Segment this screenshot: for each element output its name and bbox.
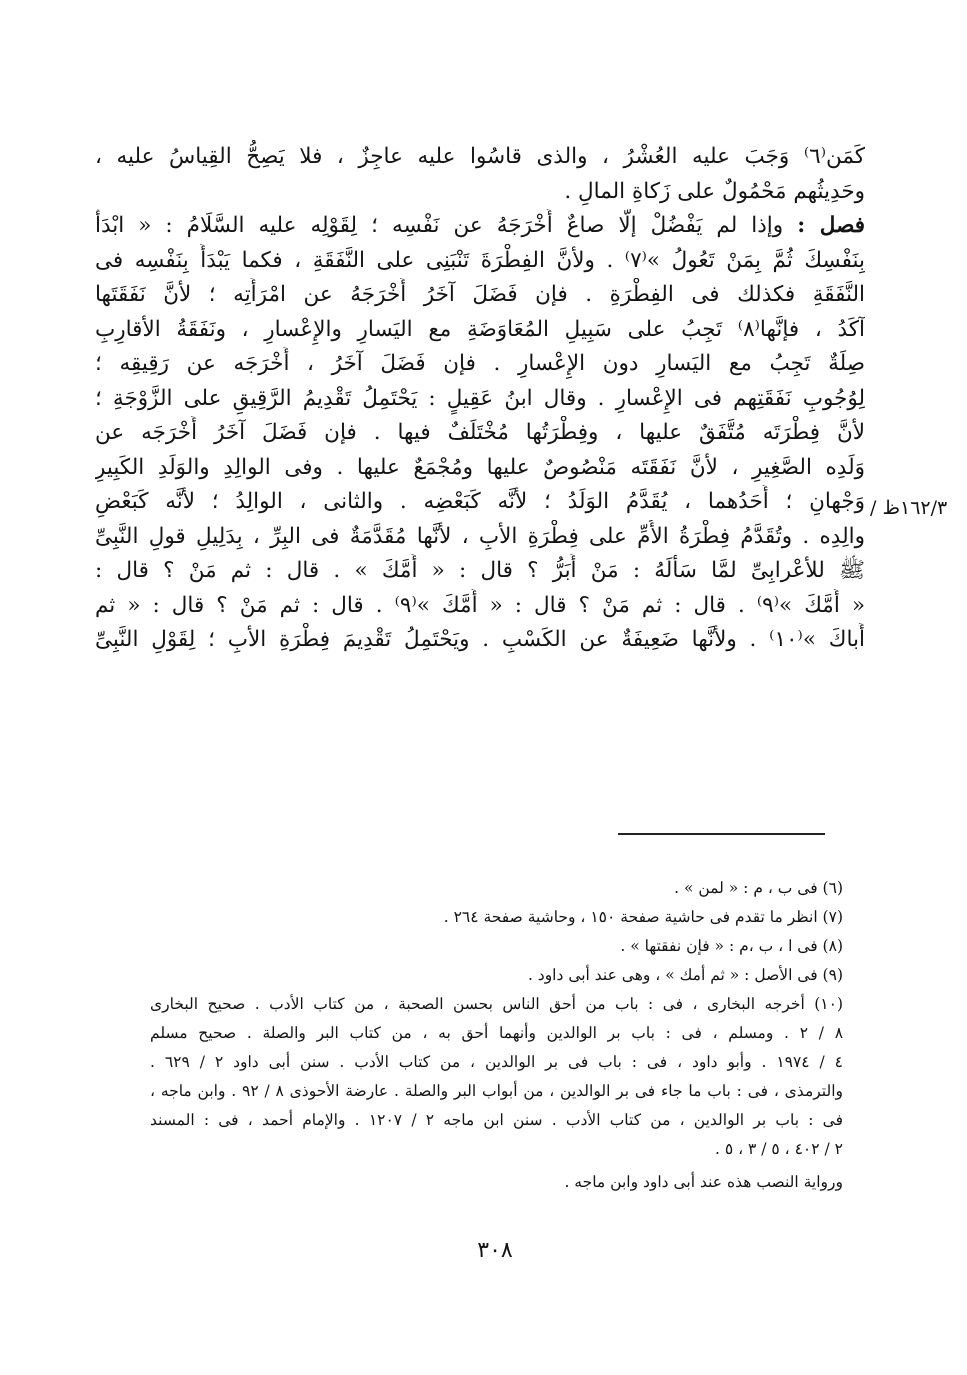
text-line-8: لِوُجُوبِ نَفَقَتِهم فى الإِعْسارِ . وقال ابنُ عَقِيلٍ : يَحْتَمِلُ تَقْدِيمُ الرَّقِيقِ على الزَّوْجَةِ ؛ [95,385,865,411]
section-opening-text: وإذا لم يَفْضُلْ إلَّا صاعٌ أَخْرَجَهُ عن نَفْسِه ؛ لِقَوْلِه عليه السَّلَامُ : « ابْدَأْ [95,213,784,238]
text-line-5: النَّفَقَةِ فكذلك فى الفِطْرَةِ . فإن فَضَلَ آخَرُ أَخْرَجَهُ عن امْرَأَتِه ؛ لأنَّ نَفَقَتَها [95,282,865,307]
footnote-10-line-6: ٢ / ٤٠٢ ، ٥ / ٣ ، ٥ . [714,1140,843,1158]
footnote-10-line-2: ٨ / ٢ . ومسلم ، فى : باب بر الوالدين وأنهما أحق به ، من كتاب البر والصلة . صحيح مسلم [150,1024,843,1042]
section-heading: فصل : [797,213,865,238]
text-line-12: والِدِه . وتُقَدَّمُ فِطْرَةُ الأُمِّ على فِطْرَةِ الأبِ ، لأنَّها مُقَدَّمَةٌ فى البِرِّ ، بِدَلِيلِ قولِ النَّبِىِّ [95,523,865,549]
manuscript-folio-marker: ١٦٢/٣ظ / [870,497,948,519]
footnote-separator [618,833,825,835]
footnote-10-line-5: فى : باب بر الوالدين ، من كتاب الأدب . سنن ابن ماجه ٢ / ١٢٠٧ . والإمام أحمد ، فى : المسند [150,1111,843,1129]
text-line-4: بِنَفْسِكَ ثُمَّ بِمَنْ تَعُولُ »⁽٧⁾ . ولأنَّ الفِطْرَةَ تَنْبَنِى على النَّفَقَةِ ، فكما يَبْدَأُ بِنَفْسِه فى [95,247,865,273]
text-line-2: وحَدِيثُهم مَحْمُولٌ على زَكاةِ المالِ . [564,178,865,204]
footnote-10-line-4: والترمذى ، فى : باب ما جاء فى بر الوالدين ، من أبواب البر والصلة . عارضة الأحوذى ٨ / ٩٢ . وابن ماجه ، [150,1082,843,1100]
footnote-10-line-3: ٤ / ١٩٧٤ . وأبو داود ، فى : باب فى بر الوالدين ، من كتاب الأدب . سنن أبى داود ٢ / ٦٢٩ . [150,1053,843,1071]
text-line-11: وَجْهانِ ؛ أَحَدُهما ، يُقَدَّمُ الوَلَدُ ؛ لأنَّه كَبَعْضِه . والثانى ، الوالِدُ ؛ لأنَّه كَبَعْضِ [95,489,865,514]
text-line-14: « أُمَّكَ »⁽٩⁾ . قال : ثم مَنْ ؟ قال : « أُمَّكَ »⁽٩⁾ . قال : ثم مَنْ ؟ قال : « ثم [95,592,865,618]
footnote-10-line-1: (١٠) أخرجه البخارى ، فى : باب من أحق الناس بحسن الصحبة ، من كتاب الأدب . صحيح البخارى [150,995,843,1013]
footnote-8: (٨) فى ا ، ب ،م : « فإن نفقتها » . [620,937,843,955]
footnote-9: (٩) فى الأصل : « ثم أمك » ، وهى عند أبى داود . [527,966,843,984]
text-line-9: لأنَّ فِطْرَتَه مُتَّفَقٌ عليها ، وفِطْرَتُها مُخْتَلَفٌ فيها . فإن فَضَلَ آخَرُ أَخْرَجَه عن [95,420,865,445]
page-number: ٣٠٨ [477,1238,513,1263]
text-line-6: آكَدُ ، فإنَّها⁽٨⁾ تَجِبُ على سَبِيلِ المُعَاوَضَةِ مع اليَسارِ والإِعْسارِ ، ونَفَقَةُ الأقارِبِ [95,316,865,342]
footnote-6: (٦) فى ب ، م : « لمن » . [674,879,843,897]
text-line-13: ﷺ للأعْرابِىِّ لمَّا سَأَلَهُ : مَنْ أَبَرُّ ؟ قال : « أُمَّكَ » . قال : ثم مَنْ ؟ قال : [95,558,865,583]
footnote-7: (٧) انظر ما تقدم فى حاشية صفحة ١٥٠ ، وحاشية صفحة ٢٦٤ . [443,908,843,926]
footnote-10-line-7: ورواية النصب هذه عند أبى داود وابن ماجه . [564,1173,843,1191]
main-text-block [95,140,865,658]
text-line-1: كَمَن⁽٦⁾ وَجَبَ عليه العُشْرُ ، والذى قاسُوا عليه عاجِزٌ ، فلا يَصِحُّ القِياسُ عليه ، [95,144,865,169]
text-line-10: وَلَدِه الصَّغِيرِ ، لأنَّ نَفَقَتَه مَنْصُوصٌ عليها ومُجْمَعٌ عليها . وفى الوالِدِ والوَلَدِ الكَبِيرِ [95,454,865,480]
footnotes-block [150,874,843,1197]
text-line-15: أَباكَ »⁽١٠⁾ . ولأنَّها ضَعِيفَةٌ عن الكَسْبِ . ويَحْتَمِلُ تَقْدِيمَ فِطْرَةِ الأبِ ؛ لِقَوْلِ النَّبِىِّ [95,627,865,652]
text-line-7: صِلَةٌ تَجِبُ مع اليَسارِ دون الإِعْسارِ . فإن فَضَلَ آخَرُ ، أَخْرَجَه عن رَقِيقِه ؛ [95,351,865,376]
text-line-3 [95,209,865,244]
